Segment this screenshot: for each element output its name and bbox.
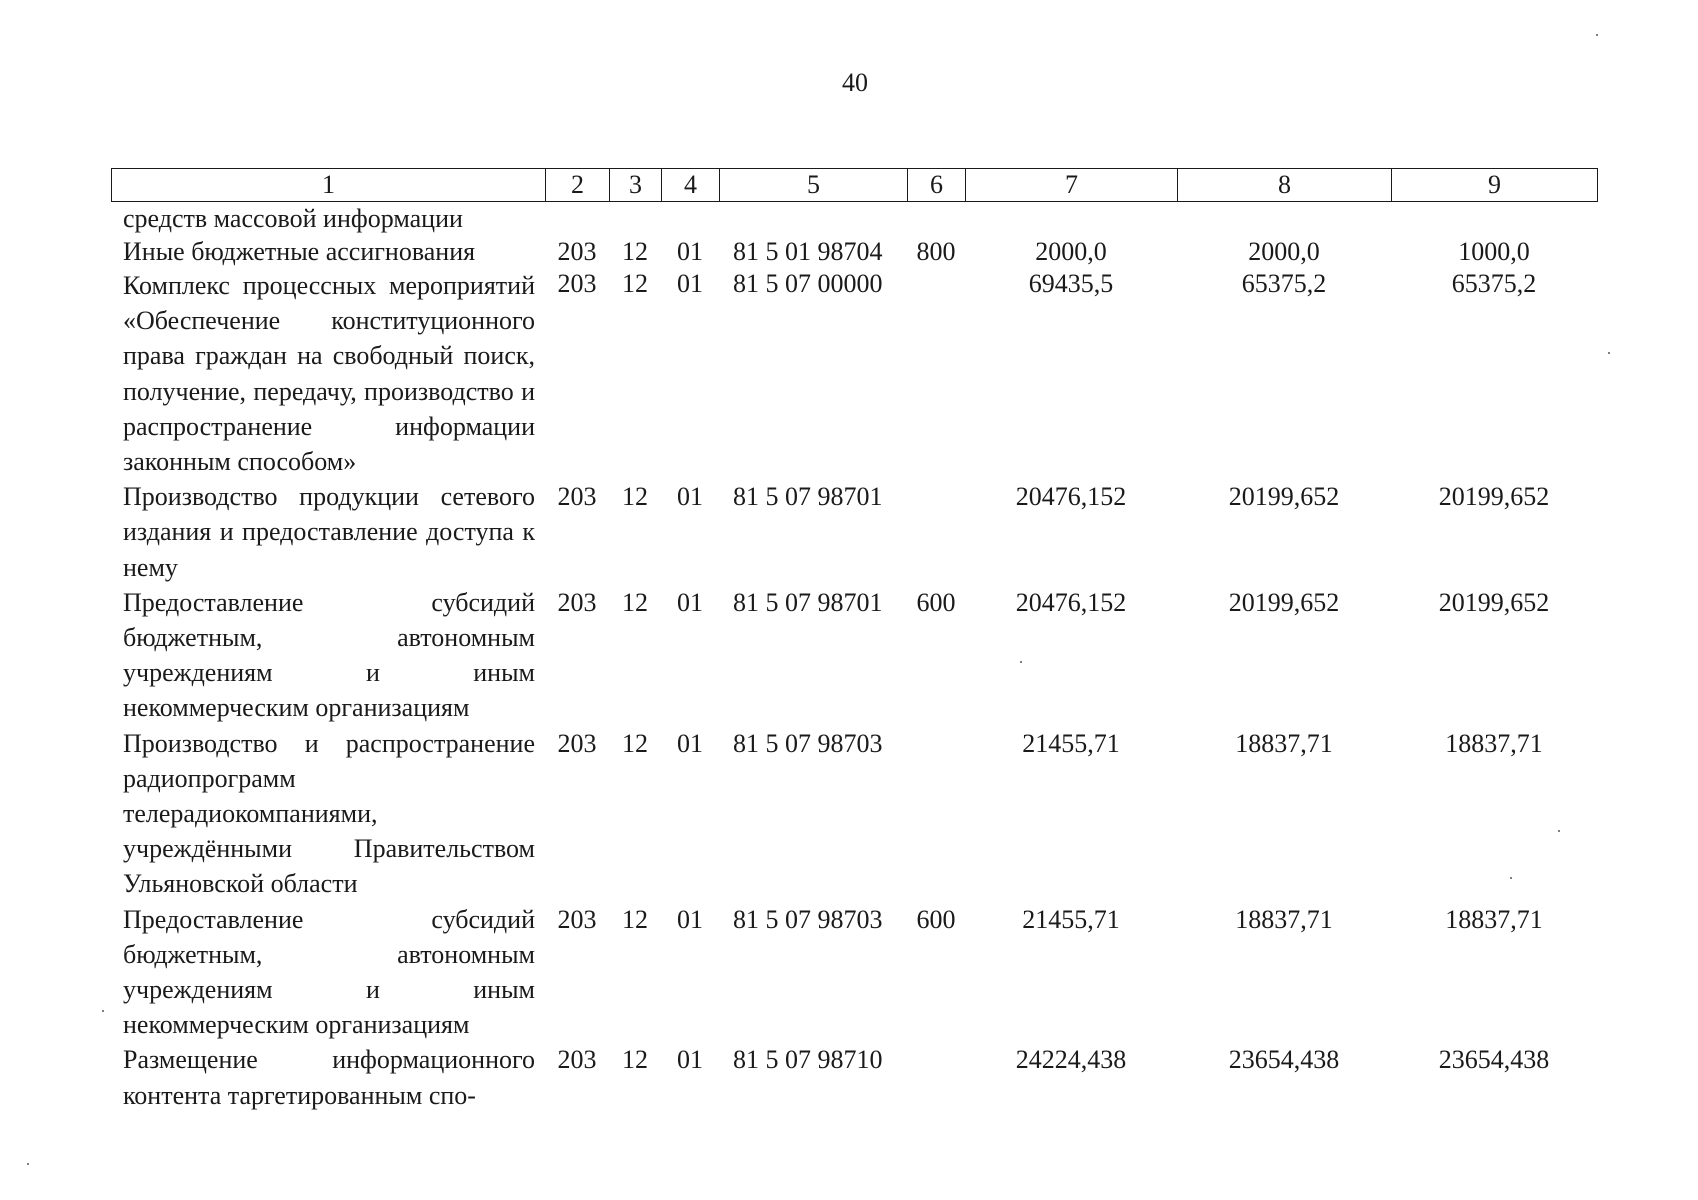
row-value-1: 20476,152 bbox=[1015, 587, 1127, 617]
row-gp: 203 bbox=[557, 269, 597, 298]
row-rz: 12 bbox=[622, 904, 648, 934]
row-csr: 81 5 07 98701 bbox=[733, 587, 883, 617]
row-value-2: 65375,2 bbox=[1241, 269, 1327, 298]
scan-speck bbox=[1558, 830, 1560, 832]
row-value-2 bbox=[1177, 205, 1391, 236]
table-row bbox=[111, 1042, 1597, 1112]
row-gp: 203 bbox=[557, 237, 597, 266]
row-vr: 600 bbox=[916, 587, 956, 617]
header-col-5: 5 bbox=[720, 169, 908, 202]
row-value-3 bbox=[1391, 205, 1597, 236]
row-gp: 203 bbox=[557, 904, 597, 934]
row-value-3: 65375,2 bbox=[1451, 269, 1537, 298]
scan-speck bbox=[1510, 877, 1512, 879]
row-csr: 81 5 07 98701 bbox=[733, 482, 883, 512]
row-rz: 12 bbox=[622, 269, 648, 298]
row-value-1: 21455,71 bbox=[1022, 904, 1120, 934]
header-col-7: 7 bbox=[966, 169, 1178, 202]
row-value-2: 18837,71 bbox=[1235, 728, 1333, 758]
row-gp: 203 bbox=[557, 587, 597, 617]
row-csr: 81 5 07 00000 bbox=[733, 269, 883, 298]
row-name: Производство и распространение радиопрограмм телерадиокомпаниями, учреждёнными Правительством Ульяновской области bbox=[123, 728, 535, 899]
row-value-3: 18837,71 bbox=[1445, 904, 1543, 934]
row-pr: 01 bbox=[677, 237, 703, 266]
row-value-3: 20199,652 bbox=[1438, 482, 1550, 512]
column-number-header bbox=[111, 168, 1598, 202]
table-row bbox=[111, 585, 1597, 726]
header-col-1: 1 bbox=[112, 169, 546, 202]
row-vr bbox=[907, 726, 965, 902]
scan-speck bbox=[1608, 352, 1610, 354]
row-pr: 01 bbox=[677, 1045, 703, 1075]
row-rz: 12 bbox=[622, 237, 648, 266]
header-col-8: 8 bbox=[1178, 169, 1392, 202]
row-pr: 01 bbox=[677, 482, 703, 512]
row-pr: 01 bbox=[677, 587, 703, 617]
row-value-3: 20199,652 bbox=[1438, 587, 1550, 617]
budget-table bbox=[111, 205, 1597, 1113]
row-gp: 203 bbox=[557, 728, 597, 758]
row-name: Предоставление субсидий бюджетным, автономным учреждениям и иным некоммерческим организациям bbox=[123, 904, 535, 1040]
row-value-3: 23654,438 bbox=[1438, 1045, 1550, 1075]
row-csr: 81 5 01 98704 bbox=[733, 237, 883, 266]
scan-speck bbox=[1020, 661, 1022, 663]
header-col-3: 3 bbox=[610, 169, 662, 202]
table-row bbox=[111, 479, 1597, 585]
row-vr: 600 bbox=[916, 904, 956, 934]
header-col-6: 6 bbox=[908, 169, 966, 202]
row-csr: 81 5 07 98703 bbox=[733, 904, 883, 934]
header-col-4: 4 bbox=[662, 169, 720, 202]
row-value-2: 2000,0 bbox=[1248, 237, 1320, 266]
scan-speck bbox=[27, 1163, 29, 1165]
row-vr bbox=[907, 479, 965, 585]
row-name: Иные бюджетные ассигнования bbox=[123, 237, 476, 266]
row-name: Комплекс процессных мероприятий «Обеспечение конституционного права граждан на свободный поиск, получение, передачу, производство и распространение информации законным способом» bbox=[123, 271, 535, 477]
row-name: средств массовой информации bbox=[123, 204, 463, 233]
row-gp: 203 bbox=[557, 482, 597, 512]
row-name: Производство продукции сетевого издания и предоставление доступа к нему bbox=[123, 482, 535, 582]
row-value-2: 20199,652 bbox=[1228, 482, 1340, 512]
row-value-1: 21455,71 bbox=[1022, 728, 1120, 758]
table-row bbox=[111, 205, 1597, 236]
row-value-1: 69435,5 bbox=[1028, 269, 1114, 298]
row-gp: 203 bbox=[557, 1045, 597, 1075]
row-rz: 12 bbox=[622, 728, 648, 758]
row-pr: 01 bbox=[677, 904, 703, 934]
row-value-2: 18837,71 bbox=[1235, 904, 1333, 934]
row-pr bbox=[661, 205, 719, 236]
row-value-2: 20199,652 bbox=[1228, 587, 1340, 617]
row-csr bbox=[719, 205, 907, 236]
row-rz: 12 bbox=[622, 1045, 648, 1075]
row-value-1: 24224,438 bbox=[1015, 1045, 1127, 1075]
row-vr: 800 bbox=[916, 237, 956, 266]
row-vr bbox=[907, 1042, 965, 1112]
header-col-2: 2 bbox=[546, 169, 610, 202]
row-rz bbox=[609, 205, 661, 236]
row-value-3: 18837,71 bbox=[1445, 728, 1543, 758]
table-row bbox=[111, 268, 1597, 479]
header-col-9: 9 bbox=[1392, 169, 1598, 202]
row-value-1: 2000,0 bbox=[1035, 237, 1107, 266]
row-pr: 01 bbox=[677, 269, 703, 298]
row-value-3: 1000,0 bbox=[1458, 237, 1530, 266]
row-gp bbox=[545, 205, 609, 236]
page-number: 40 bbox=[842, 68, 868, 97]
row-csr: 81 5 07 98703 bbox=[733, 728, 883, 758]
row-vr bbox=[907, 205, 965, 236]
row-value-1 bbox=[965, 205, 1177, 236]
row-pr: 01 bbox=[677, 728, 703, 758]
row-value-1: 20476,152 bbox=[1015, 482, 1127, 512]
row-rz: 12 bbox=[622, 482, 648, 512]
row-rz: 12 bbox=[622, 587, 648, 617]
table-row bbox=[111, 726, 1597, 902]
row-csr: 81 5 07 98710 bbox=[733, 1045, 883, 1075]
scan-speck bbox=[102, 1010, 104, 1012]
row-name: Размещение информационного контента таргетированным спо- bbox=[123, 1045, 535, 1110]
table-row bbox=[111, 902, 1597, 1043]
table-row bbox=[111, 236, 1597, 268]
scan-speck bbox=[1596, 34, 1598, 36]
row-vr bbox=[907, 268, 965, 479]
row-name: Предоставление субсидий бюджетным, автономным учреждениям и иным некоммерческим организациям bbox=[123, 587, 535, 723]
row-value-2: 23654,438 bbox=[1228, 1045, 1340, 1075]
